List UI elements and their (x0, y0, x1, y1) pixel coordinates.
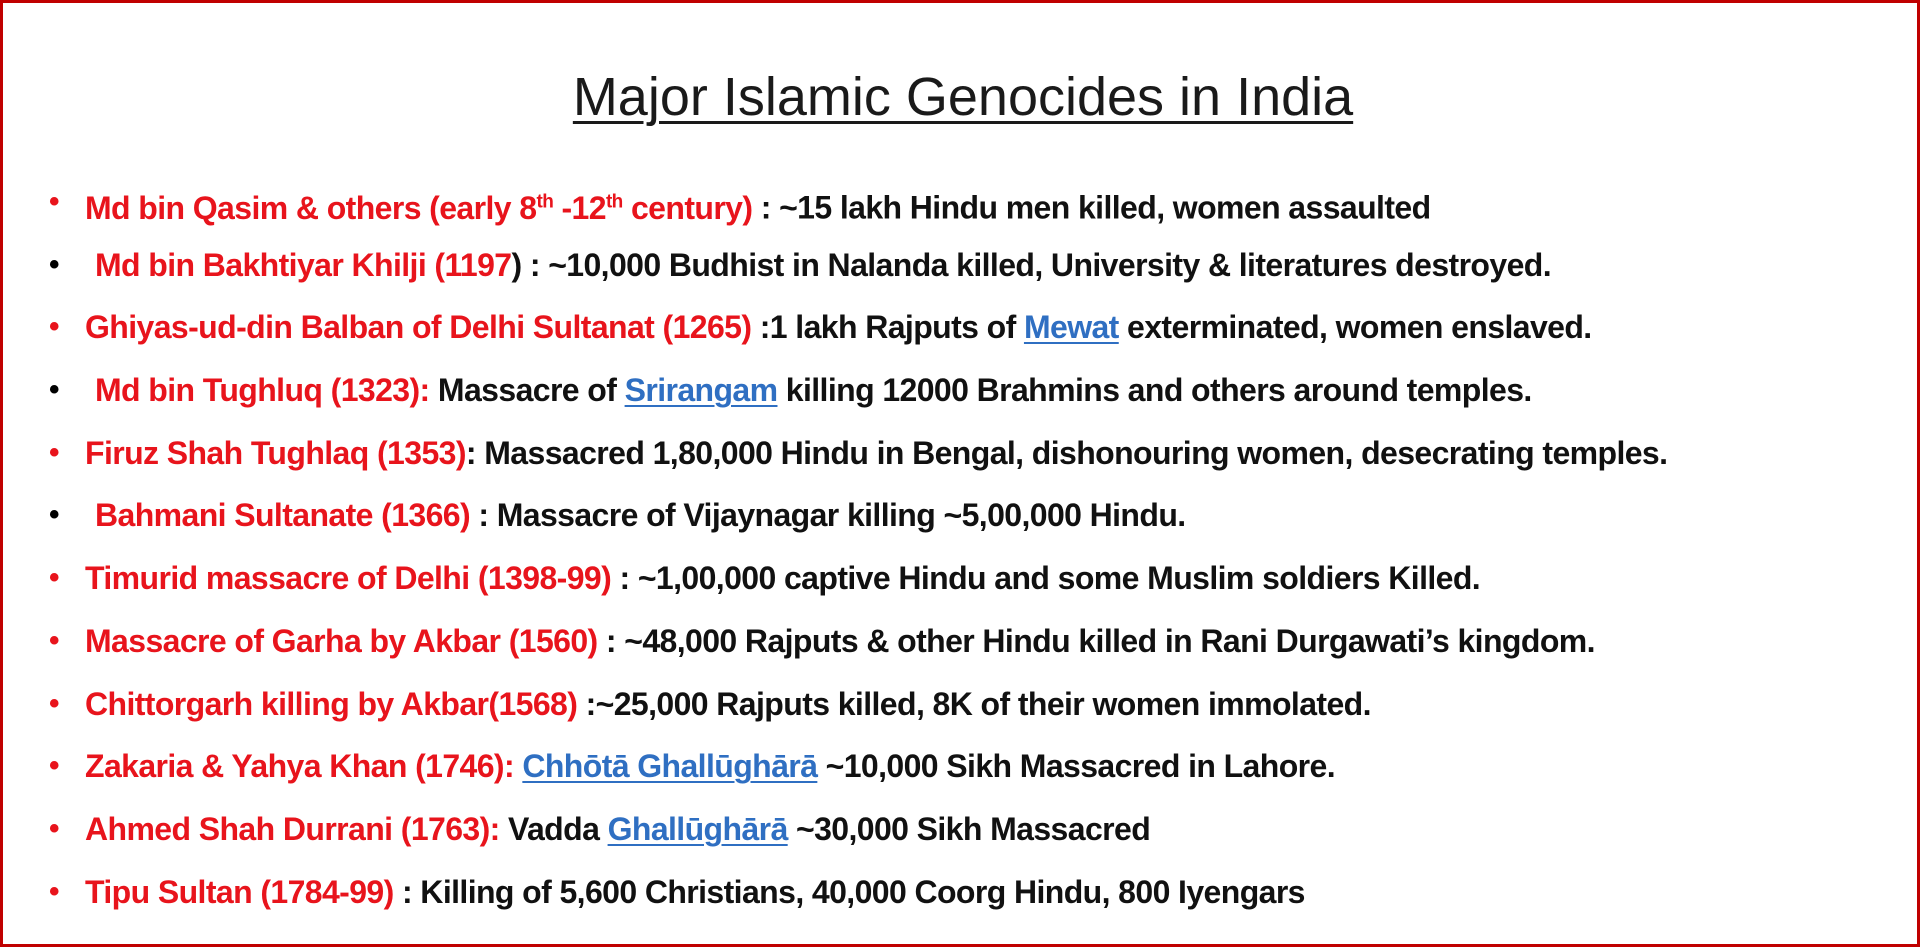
item-description: : Massacre of Vijaynagar killing ~5,00,000 Hindu. (470, 497, 1186, 534)
list-item-tughluq (3, 359, 1920, 422)
item-name: Md bin Qasim & others (early 8th -12th century) (85, 189, 753, 226)
list-item-zakaria (3, 735, 1920, 798)
bullet-icon: • (49, 185, 59, 218)
item-description: : Massacred 1,80,000 Hindu in Bengal, dishonouring women, desecrating temples. (465, 434, 1668, 471)
bullet-icon: • (49, 811, 59, 845)
ghallughara-link[interactable]: Ghallūghārā (607, 810, 788, 847)
item-description-tail: killing 12000 Brahmins and others around temples. (777, 372, 1532, 409)
bullet-icon: • (49, 498, 59, 532)
item-description: : ~15 lakh Hindu men killed, women assaulted (752, 189, 1431, 226)
list-item-qasim (3, 171, 1920, 234)
page-title (3, 63, 1920, 131)
item-description: : Killing of 5,600 Christians, 40,000 Coorg Hindu, 800 Iyengars (393, 873, 1305, 910)
item-name: Bahmani Sultanate (1366) (95, 497, 471, 534)
item-description: ) : ~10,000 Budhist in Nalanda killed, University & literatures destroyed. (511, 246, 1552, 283)
list-item-durrani (3, 798, 1920, 861)
page-title-text: Major Islamic Genocides in India (572, 67, 1354, 127)
bullet-icon: • (49, 874, 59, 908)
item-name: Massacre of Garha by Akbar (1560) (85, 622, 598, 659)
list-item-firuz (3, 422, 1920, 485)
bullet-icon: • (49, 247, 59, 281)
item-name: Md bin Bakhtiyar Khilji (1197 (95, 246, 512, 283)
chhota-ghallughara-link[interactable]: Chhōtā Ghallūghārā (522, 748, 818, 785)
item-description-tail: exterminated, women enslaved. (1118, 309, 1592, 346)
item-description: Massacre of (429, 372, 625, 409)
list-item-bahmani (3, 484, 1920, 547)
bullet-icon: • (49, 749, 59, 783)
genocide-list (3, 171, 1920, 923)
bullet-icon: • (49, 435, 59, 469)
list-item-garha (3, 610, 1920, 673)
item-name: Ghiyas-ud-din Balban of Delhi Sultanat (1265) (85, 309, 752, 346)
item-name: Zakaria & Yahya Khan (1746): (85, 748, 523, 785)
bullet-icon: • (49, 373, 59, 407)
srirangam-link[interactable]: Srirangam (624, 372, 778, 409)
bullet-icon: • (49, 623, 59, 657)
list-item-khilji (3, 234, 1920, 297)
item-description-tail: ~30,000 Sikh Massacred (787, 810, 1151, 847)
item-name: Firuz Shah Tughlaq (1353) (85, 434, 466, 471)
list-item-chittorgarh (3, 673, 1920, 736)
item-name: Tipu Sultan (1784-99) (85, 873, 394, 910)
item-description-tail: ~10,000 Sikh Massacred in Lahore. (817, 748, 1335, 785)
item-name: Ahmed Shah Durrani (1763): (85, 810, 500, 847)
item-description: Vadda (499, 810, 608, 847)
mewat-link[interactable]: Mewat (1023, 309, 1119, 346)
item-name: Md bin Tughluq (1323): (95, 372, 430, 409)
item-description: :1 lakh Rajputs of (751, 309, 1024, 346)
item-name: Timurid massacre of Delhi (1398-99) (85, 560, 612, 597)
list-item-tipu (3, 861, 1920, 924)
bullet-icon: • (49, 561, 59, 595)
item-name: Chittorgarh killing by Akbar(1568) (85, 685, 578, 722)
item-description: :~25,000 Rajputs killed, 8K of their women immolated. (577, 685, 1371, 722)
list-item-timurid (3, 547, 1920, 610)
item-description: : ~1,00,000 captive Hindu and some Muslim soldiers Killed. (611, 560, 1481, 597)
item-description: : ~48,000 Rajputs & other Hindu killed in Rani Durgawati’s kingdom. (597, 622, 1595, 659)
bullet-icon: • (49, 310, 59, 344)
bullet-icon: • (49, 686, 59, 720)
list-item-balban (3, 296, 1920, 359)
